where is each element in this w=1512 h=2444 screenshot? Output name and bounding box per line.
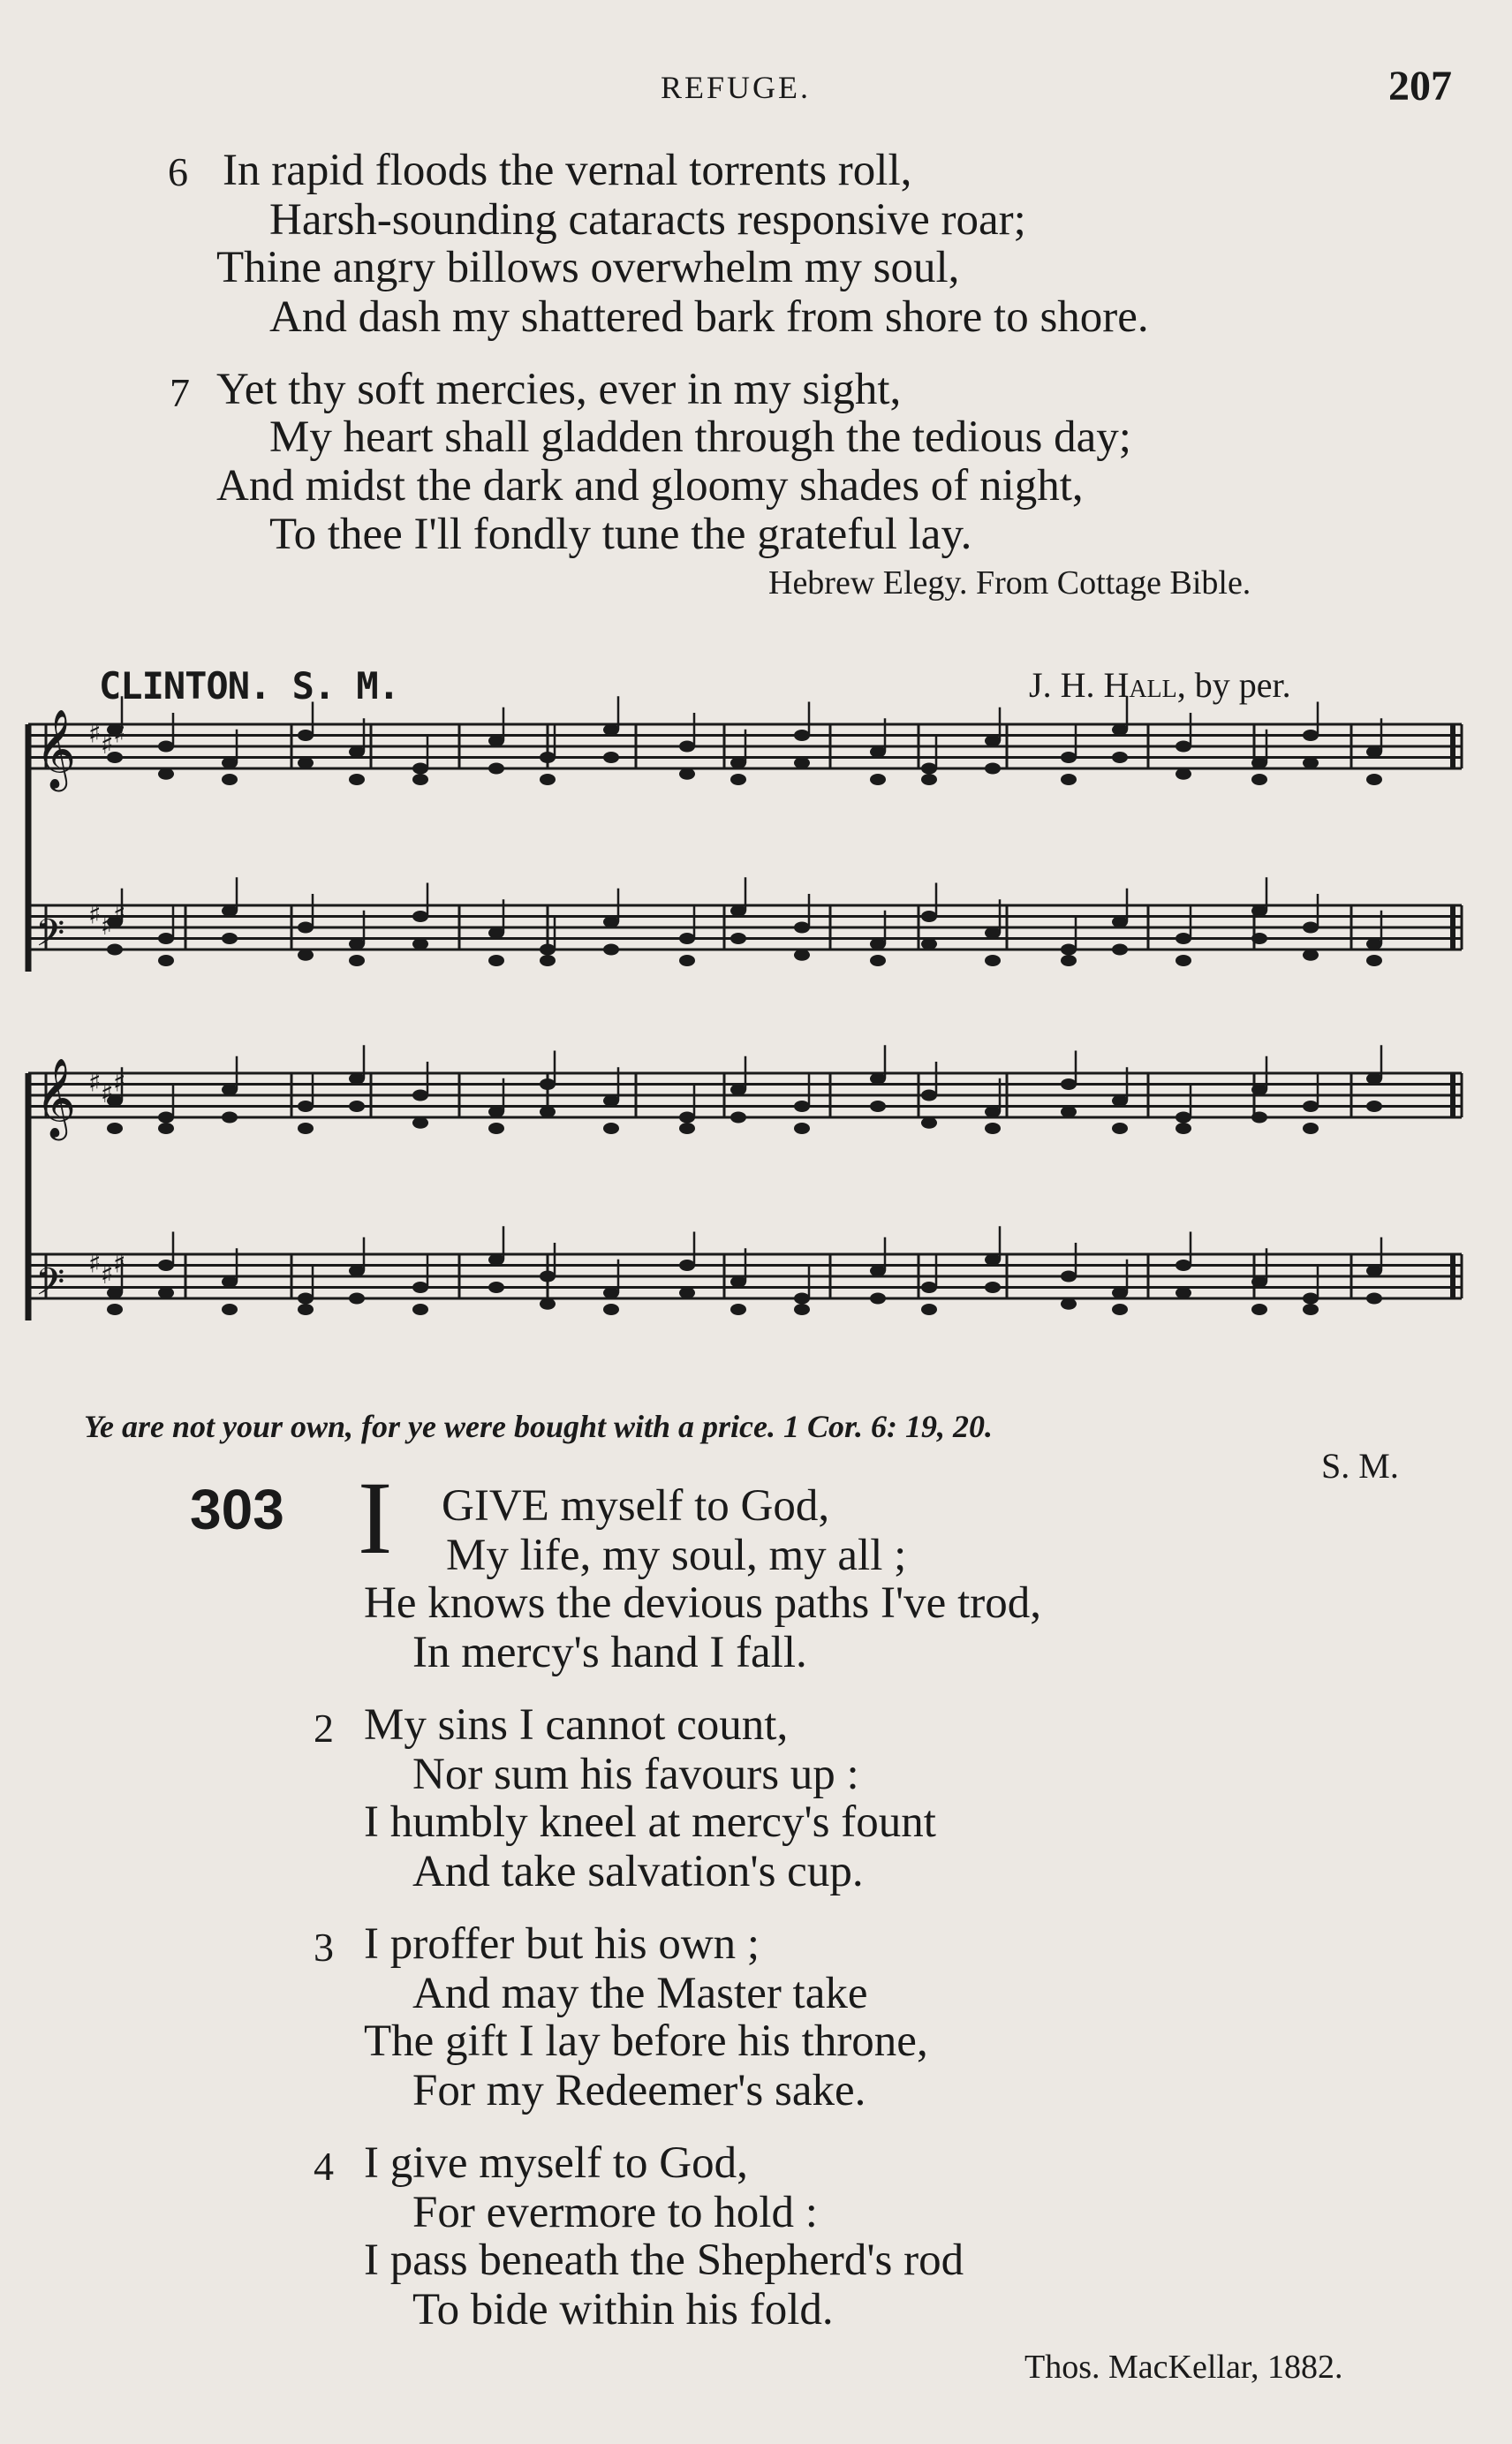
- note-head: [412, 938, 428, 950]
- note-head: [679, 1123, 695, 1134]
- note-head: [870, 955, 886, 966]
- note-head: [730, 933, 746, 944]
- note-head: [488, 735, 504, 746]
- note-head: [1061, 1106, 1077, 1117]
- note-head: [540, 1298, 556, 1310]
- note-head: [1366, 774, 1382, 785]
- note-head: [1366, 1101, 1382, 1112]
- note-head: [985, 763, 1001, 775]
- note-head: [1112, 1304, 1128, 1315]
- stanza-line: Thine angry billows overwhelm my soul,: [216, 243, 960, 292]
- note-head: [985, 1106, 1001, 1117]
- note-head: [985, 955, 1001, 966]
- note-head: [1176, 933, 1191, 944]
- note-head: [1061, 955, 1077, 966]
- first-word-rest: GIVE: [442, 1481, 549, 1531]
- note-head: [1366, 1293, 1382, 1305]
- note-head: [412, 1090, 428, 1101]
- stanza-line: And take salvation's cup.: [412, 1847, 864, 1896]
- sharp-sign: ♯: [88, 1067, 102, 1099]
- note-head: [1176, 1112, 1191, 1124]
- note-head: [794, 730, 810, 741]
- note-head: [1176, 768, 1191, 780]
- note-head: [1366, 938, 1382, 950]
- note-head: [222, 774, 238, 785]
- note-head: [985, 1123, 1001, 1134]
- note-head: [603, 752, 619, 763]
- note-head: [488, 763, 504, 775]
- note-head: [412, 763, 428, 775]
- note-head: [921, 1304, 937, 1315]
- note-head: [540, 752, 556, 763]
- note-head: [222, 933, 238, 944]
- note-head: [1251, 905, 1267, 917]
- note-head: [298, 1123, 314, 1134]
- stanza-line: I humbly kneel at mercy's fount: [364, 1797, 936, 1847]
- note-head: [1251, 1276, 1267, 1288]
- note-head: [679, 1287, 695, 1298]
- hymn-attribution: Thos. MacKellar, 1882.: [1024, 2349, 1343, 2386]
- note-head: [222, 1276, 238, 1288]
- note-head: [921, 1282, 937, 1293]
- note-head: [730, 1112, 746, 1124]
- note-head: [1061, 1078, 1077, 1090]
- note-head: [1176, 741, 1191, 753]
- note-head: [540, 944, 556, 956]
- note-head: [158, 741, 174, 753]
- note-head: [1303, 922, 1319, 934]
- stanza-line: My sins I cannot count,: [364, 1700, 789, 1750]
- composer-suffix: , by per.: [1176, 665, 1291, 705]
- note-head: [870, 1265, 886, 1276]
- note-head: [730, 1084, 746, 1095]
- note-head: [107, 1304, 123, 1315]
- note-head: [870, 938, 886, 950]
- note-head: [222, 1084, 238, 1095]
- note-head: [158, 1260, 174, 1271]
- stanza-number: 4: [314, 2144, 334, 2189]
- note-head: [679, 1260, 695, 1271]
- note-head: [488, 1106, 504, 1117]
- stanza-line: In rapid floods the vernal torrents roll,: [223, 146, 912, 195]
- note-head: [985, 1254, 1001, 1266]
- note-head: [603, 1287, 619, 1298]
- note-head: [1112, 1123, 1128, 1134]
- note-head: [1061, 1298, 1077, 1310]
- note-head: [1176, 1260, 1191, 1271]
- hymn-meter: S. M.: [1321, 1446, 1399, 1486]
- note-head: [158, 1287, 174, 1298]
- note-head: [730, 905, 746, 917]
- note-head: [794, 1304, 810, 1315]
- sharp-sign: ♯: [113, 1248, 126, 1280]
- stanza-line: And midst the dark and gloomy shades of night,: [216, 461, 1084, 511]
- note-head: [921, 774, 937, 785]
- stanza-number: 6: [168, 149, 188, 194]
- stanza-number: 2: [314, 1706, 334, 1751]
- note-head: [1303, 1101, 1319, 1112]
- sharp-sign: ♯: [113, 899, 126, 931]
- treble-clef: 𝄞: [35, 1058, 77, 1138]
- note-head: [107, 944, 123, 956]
- note-head: [679, 955, 695, 966]
- note-head: [1061, 1271, 1077, 1283]
- note-head: [921, 1117, 937, 1129]
- tune-name: CLINTON. S. M.: [99, 664, 400, 707]
- note-head: [1251, 1304, 1267, 1315]
- note-head: [298, 730, 314, 741]
- sharp-sign: ♯: [101, 1078, 114, 1109]
- note-head: [158, 955, 174, 966]
- note-head: [412, 1282, 428, 1293]
- note-head: [730, 1304, 746, 1315]
- note-head: [412, 774, 428, 785]
- stanza-line: [442, 1480, 829, 1532]
- note-head: [1112, 724, 1128, 736]
- note-head: [1112, 1287, 1128, 1298]
- note-head: [349, 746, 365, 758]
- note-head: [107, 1123, 123, 1134]
- note-head: [1366, 746, 1382, 758]
- composer-surname: Hall: [1103, 665, 1177, 705]
- sharp-sign: ♯: [88, 899, 102, 931]
- note-head: [870, 746, 886, 758]
- note-head: [679, 1112, 695, 1124]
- stanza-line: I give myself to God,: [364, 2138, 748, 2188]
- treble-clef: 𝄞: [35, 709, 77, 789]
- note-head: [603, 1123, 619, 1134]
- note-head: [1061, 752, 1077, 763]
- note-head: [488, 955, 504, 966]
- sharp-sign: ♯: [113, 718, 126, 750]
- note-head: [921, 763, 937, 775]
- note-head: [730, 757, 746, 768]
- note-head: [349, 1073, 365, 1085]
- page-number: 207: [1388, 63, 1452, 110]
- note-head: [222, 905, 238, 917]
- stanza-line: To bide within his fold.: [412, 2285, 834, 2334]
- note-head: [158, 933, 174, 944]
- note-head: [794, 922, 810, 934]
- note-head: [540, 1106, 556, 1117]
- bass-clef: 𝄢: [35, 1260, 65, 1313]
- note-head: [1251, 1084, 1267, 1095]
- sharp-sign: ♯: [101, 730, 114, 760]
- note-head: [158, 1123, 174, 1134]
- stanza-line: My life, my soul, my all ;: [446, 1531, 907, 1580]
- note-head: [1176, 1123, 1191, 1134]
- note-head: [1251, 1112, 1267, 1124]
- stanza-line: My heart shall gladden through the tedious day;: [269, 412, 1131, 462]
- sharp-sign: ♯: [101, 1260, 114, 1290]
- note-head: [794, 1101, 810, 1112]
- sharp-sign: ♯: [101, 911, 114, 942]
- note-head: [349, 774, 365, 785]
- clefs: [35, 709, 126, 1313]
- note-head: [921, 911, 937, 922]
- note-head: [349, 1265, 365, 1276]
- stanza-line: To thee I'll fondly tune the grateful lay.: [269, 510, 972, 559]
- note-head: [870, 1293, 886, 1305]
- note-head: [1303, 1123, 1319, 1134]
- note-head: [488, 1123, 504, 1134]
- staff-systems: [28, 724, 1462, 1320]
- note-head: [412, 1304, 428, 1315]
- note-head: [540, 774, 556, 785]
- note-head: [412, 911, 428, 922]
- drop-cap: I: [358, 1460, 393, 1576]
- note-head: [1366, 1265, 1382, 1276]
- note-head: [985, 1282, 1001, 1293]
- note-head: [222, 1304, 238, 1315]
- stanza-line: Harsh-sounding cataracts responsive roar;: [269, 195, 1026, 245]
- note-head: [349, 955, 365, 966]
- note-head: [679, 741, 695, 753]
- stanza-line: And dash my shattered bark from shore to shore.: [269, 292, 1149, 342]
- note-head: [794, 1123, 810, 1134]
- note-head: [540, 1078, 556, 1090]
- note-head: [1303, 730, 1319, 741]
- composer-initials: J. H.: [1029, 665, 1095, 705]
- stanza-line: For evermore to hold :: [412, 2188, 818, 2237]
- hymn-number: 303: [190, 1478, 284, 1541]
- note-head: [1366, 955, 1382, 966]
- stanza-line: Yet thy soft mercies, ever in my sight,: [216, 365, 902, 414]
- stanza-line: He knows the devious paths I've trod,: [364, 1578, 1041, 1628]
- note-head: [1112, 752, 1128, 763]
- note-head: [412, 1117, 428, 1129]
- stanza-number: 3: [314, 1925, 334, 1970]
- running-title: REFUGE.: [661, 70, 812, 105]
- note-head: [158, 1112, 174, 1124]
- note-head: [298, 1293, 314, 1305]
- note-head: [794, 950, 810, 961]
- note-head: [349, 1293, 365, 1305]
- note-head: [488, 1282, 504, 1293]
- sharp-sign: ♯: [88, 718, 102, 750]
- note-head: [921, 938, 937, 950]
- stanza-line: I pass beneath the Shepherd's rod: [364, 2236, 964, 2285]
- note-head: [298, 922, 314, 934]
- note-head: [298, 950, 314, 961]
- note-head: [349, 1101, 365, 1112]
- stanza-line: In mercy's hand I fall.: [412, 1628, 807, 1677]
- note-head: [794, 757, 810, 768]
- note-head: [603, 916, 619, 927]
- note-head: [488, 927, 504, 939]
- sharp-sign: ♯: [88, 1248, 102, 1280]
- note-head: [730, 1276, 746, 1288]
- note-head: [1061, 944, 1077, 956]
- sharp-sign: ♯: [113, 1067, 126, 1099]
- note-head: [1176, 1287, 1191, 1298]
- note-head: [921, 1090, 937, 1101]
- note-head: [1303, 950, 1319, 961]
- note-head: [870, 1101, 886, 1112]
- note-head: [985, 735, 1001, 746]
- stanza-line: For my Redeemer's sake.: [412, 2066, 866, 2115]
- note-head: [794, 1293, 810, 1305]
- note-head: [1061, 774, 1077, 785]
- note-head: [1112, 916, 1128, 927]
- note-head: [298, 757, 314, 768]
- note-head: [222, 757, 238, 768]
- note-head: [730, 774, 746, 785]
- note-head: [870, 1073, 886, 1085]
- stanza-line-text: myself to God,: [560, 1481, 830, 1531]
- note-head: [1303, 1293, 1319, 1305]
- stanza-number: 7: [170, 370, 190, 415]
- note-head: [679, 768, 695, 780]
- note-head: [349, 938, 365, 950]
- note-head: [1251, 774, 1267, 785]
- stanza-line: I proffer but his own ;: [364, 1919, 760, 1969]
- note-head: [1251, 757, 1267, 768]
- note-head: [1176, 955, 1191, 966]
- note-head: [603, 1095, 619, 1107]
- text-reference: Ye are not your own, for ye were bought with a price. 1 Cor. 6: 19, 20.: [84, 1409, 994, 1444]
- note-head: [1112, 944, 1128, 956]
- note-head: [298, 1101, 314, 1112]
- note-head: [488, 1254, 504, 1266]
- bass-clef: 𝄢: [35, 912, 65, 965]
- note-head: [1303, 757, 1319, 768]
- note-head: [1251, 933, 1267, 944]
- note-head: [298, 1304, 314, 1315]
- stanza-line: The gift I lay before his throne,: [364, 2016, 928, 2066]
- note-head: [540, 1271, 556, 1283]
- note-head: [540, 955, 556, 966]
- note-head: [1303, 1304, 1319, 1315]
- note-head: [870, 774, 886, 785]
- note-head: [222, 1112, 238, 1124]
- stanza-line: Nor sum his favours up :: [412, 1750, 859, 1799]
- prev-hymn-attribution: Hebrew Elegy. From Cottage Bible.: [768, 564, 1251, 602]
- note-head: [603, 1304, 619, 1315]
- music-notes: [107, 696, 1382, 1315]
- note-head: [1112, 1095, 1128, 1107]
- stanza-line: And may the Master take: [412, 1969, 868, 2018]
- note-head: [985, 927, 1001, 939]
- note-head: [679, 933, 695, 944]
- note-head: [603, 944, 619, 956]
- note-head: [158, 768, 174, 780]
- note-head: [603, 724, 619, 736]
- note-head: [1366, 1073, 1382, 1085]
